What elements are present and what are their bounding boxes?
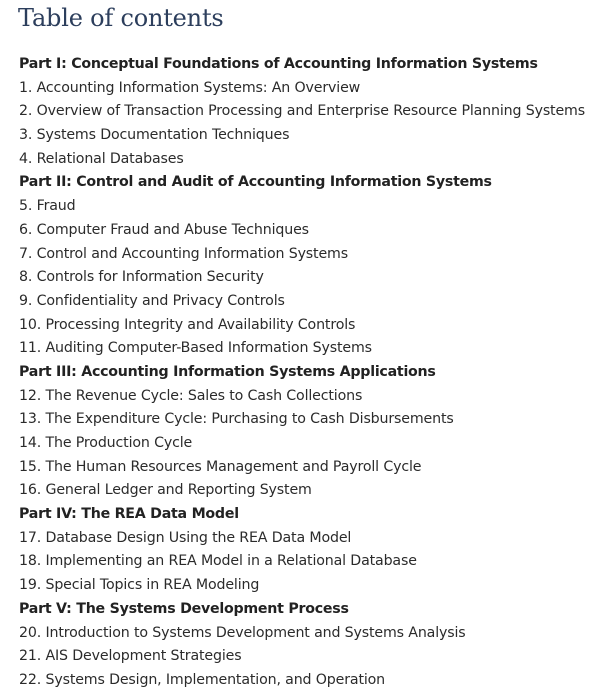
toc-chapter-item: 9. Confidentiality and Privacy Controls (19, 292, 285, 309)
toc-chapter-item: 5. Fraud (19, 198, 76, 215)
toc-chapter-item: 6. Computer Fraud and Abuse Techniques (19, 221, 309, 238)
toc-chapter-item: 13. The Expenditure Cycle: Purchasing to Cash Disbursements (19, 411, 454, 428)
table-of-contents (18, 0, 594, 688)
toc-chapter-item: 14. The Production Cycle (19, 435, 193, 451)
toc-chapter-item: 19. Special Topics in REA Modeling (19, 577, 260, 594)
toc-part-heading: Part III: Accounting Information Systems Applications (19, 363, 436, 380)
toc-part-heading: Part II: Control and Audit of Accounting Information Systems (19, 174, 492, 191)
toc-chapter-item: 4. Relational Databases (19, 150, 184, 167)
toc-chapter-item: 1. Accounting Information Systems: An Overview (19, 79, 361, 96)
toc-chapter-item: 10. Processing Integrity and Availability Controls (19, 316, 356, 333)
toc-part-heading: Part I: Conceptual Foundations of Accounting Information Systems (19, 56, 538, 72)
toc-chapter-item: 20. Introduction to Systems Development and Systems Analysis (19, 624, 466, 641)
toc-chapter-item: 18. Implementing an REA Model in a Relational Database (19, 553, 417, 570)
toc-chapter-item: 8. Controls for Information Security (19, 269, 264, 286)
toc-chapter-item: 12. The Revenue Cycle: Sales to Cash Collections (19, 387, 363, 404)
toc-chapter-item: 3. Systems Documentation Techniques (19, 127, 290, 144)
toc-chapter-item: 17. Database Design Using the REA Data Model (19, 529, 352, 546)
toc-chapter-item: 21. AIS Development Strategies (19, 648, 242, 665)
toc-chapter-item: 7. Control and Accounting Information Systems (19, 245, 348, 262)
toc-chapter-item: 11. Auditing Computer-Based Information Systems (19, 340, 372, 357)
toc-chapter-item: 15. The Human Resources Management and Payroll Cycle (19, 458, 422, 475)
toc-chapter-item: 22. Systems Design, Implementation, and Operation (19, 671, 386, 688)
toc-part-heading: Part IV: The REA Data Model (19, 506, 239, 523)
toc-chapter-item: 2. Overview of Transaction Processing and Enterprise Resource Planning Systems (19, 103, 585, 120)
toc-list (19, 53, 585, 693)
toc-title: Table of contents (18, 4, 224, 32)
toc-part-heading: Part V: The Systems Development Process (19, 600, 349, 617)
toc-chapter-item: 16. General Ledger and Reporting System (19, 482, 312, 499)
